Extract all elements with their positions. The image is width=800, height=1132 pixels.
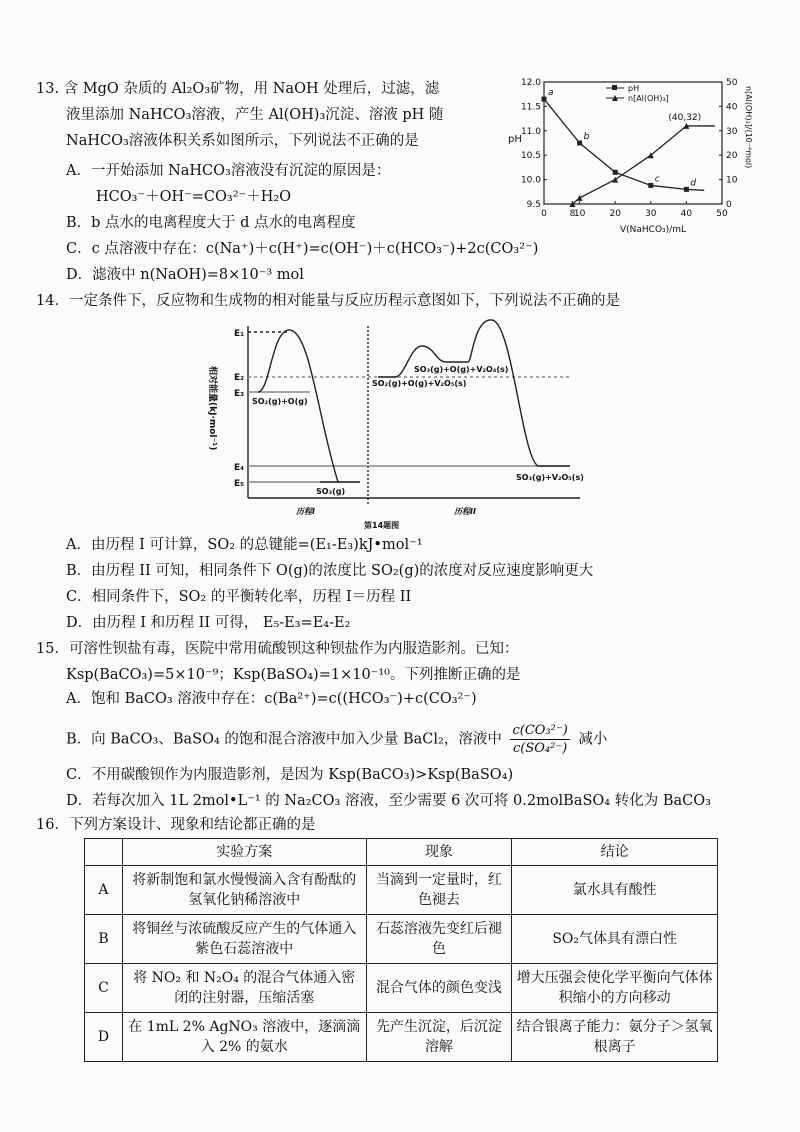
row-label: C: [85, 964, 123, 1013]
row-label: D: [85, 1013, 123, 1062]
row-label: A: [85, 866, 123, 915]
q14-e3-label: E₃: [234, 389, 245, 399]
row-label: B: [85, 915, 123, 964]
x-tick-label: 30: [645, 209, 657, 219]
q16-header-plan: 实验方案: [122, 839, 366, 866]
q15-stem-line1: 15．可溶性钡盐有毒，医院中常用硫酸钡这种钡盐作为内服造影剂。已知：: [36, 641, 519, 657]
legend-ph-label: pH: [628, 84, 640, 93]
q13-option-b: B．b 点水的电离程度大于 d 点水的电离程度: [66, 215, 356, 231]
x-tick-label: 20: [609, 209, 621, 219]
q14-y-label: 相对能量(kJ·mol⁻¹): [207, 366, 217, 451]
ph-point-label: b: [583, 132, 590, 142]
q13-option-a-equation: HCO₃⁻＋OH⁻=CO₃²⁻＋H₂O: [96, 189, 292, 205]
q15-option-c: C．不用碳酸钡作为内服造影剂，是因为 Ksp(BaCO₃)>Ksp(BaSO₄): [66, 767, 514, 783]
ph-point: [648, 183, 653, 188]
q14-option-a: A．由历程 I 可计算，SO₂ 的总键能=(E₁-E₃)kJ•mol⁻¹: [66, 537, 423, 553]
q14-left-end-species: SO₃(g): [316, 487, 346, 496]
ph-point-label: a: [548, 88, 554, 99]
table-row: [85, 1013, 718, 1062]
y-left-tick-label: 10.0: [520, 175, 541, 186]
q14-stem: 14．一定条件下，反应物和生成物的相对能量与反应历程示意图如下，下列说法不正确的是: [36, 293, 620, 309]
q15-fraction: [510, 722, 569, 757]
ph-point: [542, 97, 547, 102]
q16-header-conclusion: 结论: [512, 839, 718, 866]
row-conclusion: 结合银离子能力：氨分子＞氢氧根离子: [512, 1013, 718, 1062]
x-axis-title: V(NaHCO₃)/mL: [620, 225, 686, 235]
q14-left-start-species: SO₂(g)+O(g): [252, 397, 308, 406]
q14-option-c: C．相同条件下，SO₂ 的平衡转化率，历程 I＝历程 II: [66, 589, 412, 605]
row-phenomenon: 先产生沉淀，后沉淀溶解: [366, 1013, 512, 1062]
row-phenomenon: 石蕊溶液先变红后褪色: [366, 915, 512, 964]
row-plan: 将新制饱和氯水慢慢滴入含有酚酞的氢氧化钠稀溶液中: [122, 866, 366, 915]
y-left-tick-label: 12.0: [520, 78, 541, 88]
y-left-tick-label: 11.5: [520, 102, 541, 113]
q15-stem-line2: Ksp(BaCO₃)=5×10⁻⁹；Ksp(BaSO₄)=1×10⁻¹⁰。下列推断正确的是: [66, 667, 521, 683]
table-row: [85, 915, 718, 964]
q14-caption: 第14题图: [364, 521, 400, 530]
q13-stem-line2: 液里添加 NaHCO₃溶液，产生 Al(OH)₃沉淀、溶液 pH 随: [66, 107, 444, 123]
chart-annotation: (40,32): [668, 112, 702, 123]
y-right-tick-label: 20: [726, 151, 738, 162]
q13-chart: [492, 72, 782, 242]
x-tick-label: 10: [573, 209, 586, 219]
row-plan: 在 1mL 2% AgNO₃ 溶液中，逐滴滴入 2% 的氨水: [122, 1013, 366, 1062]
x-tick-label: 50: [716, 209, 728, 219]
q16-header-blank: [85, 839, 123, 866]
y-right-tick-label: 40: [726, 102, 738, 113]
q14-right-end-species: SO₃(g)+V₂O₅(s): [516, 473, 584, 482]
x-tick-label: 8: [569, 209, 576, 219]
row-conclusion: SO₂气体具有漂白性: [512, 915, 718, 964]
legend-ph-marker: [612, 85, 617, 90]
y-left-tick-label: 11.0: [520, 126, 541, 137]
row-plan: 将 NO₂ 和 N₂O₄ 的混合气体通入密闭的注射器，压缩活塞: [122, 964, 366, 1013]
q16-table: [84, 838, 718, 1062]
q13-option-c: C．c 点溶液中存在：c(Na⁺)＋c(H⁺)=c(OH⁻)＋c(HCO₃⁻)+2c(CO₃²⁻): [66, 241, 539, 257]
q15-fraction-numerator: c(CO₃²⁻): [512, 723, 568, 738]
y-right-axis-title: n[Al(OH)₃]/(10⁻⁴mol): [744, 86, 753, 169]
x-tick-label: 40: [680, 209, 693, 219]
q14-energy-diagram: [200, 318, 600, 536]
q14-e5-label: E₅: [234, 479, 245, 489]
q14-e4-label: E₄: [234, 463, 245, 473]
q13-stem-line3: NaHCO₃溶液体积关系如图所示，下列说法不正确的是: [66, 133, 419, 149]
ph-point: [684, 187, 689, 192]
q15-option-b-text: B．向 BaCO₃、BaSO₄ 的饱和混合溶液中加入少量 BaCl₂，溶液中: [66, 731, 502, 748]
q15-option-b: [66, 722, 607, 757]
q14-option-d: D．由历程 I 和历程 II 可得， E₅-E₃=E₄-E₂: [66, 615, 351, 631]
y-left-tick-label: 9.5: [526, 200, 541, 210]
y-left-tick-label: 10.5: [520, 151, 541, 162]
y-left-axis-title: pH: [508, 134, 522, 145]
q14-path1-label: 历程I: [296, 507, 315, 516]
row-plan: 将铜丝与浓硫酸反应产生的气体通入紫色石蕊溶液中: [122, 915, 366, 964]
q14-path2-curve: [378, 320, 570, 466]
q16-stem: 16．下列方案设计、现象和结论都正确的是: [36, 817, 316, 833]
y-right-tick-label: 50: [726, 78, 738, 88]
q15-option-b-end: 减小: [578, 731, 608, 748]
legend-al-label: n[Al(OH)₃]: [628, 94, 669, 103]
y-right-tick-label: 10: [726, 175, 738, 186]
ph-point-label: c: [654, 174, 660, 185]
q13-option-a: A．一开始添加 NaHCO₃溶液没有沉淀的原因是：: [66, 163, 391, 179]
q16-header-row: [85, 839, 718, 866]
ph-point: [613, 170, 618, 175]
y-right-tick-label: 30: [726, 126, 738, 137]
aloh3-series-line: [572, 126, 714, 204]
row-conclusion: 增大压强会使化学平衡向气体体积缩小的方向移动: [512, 964, 718, 1013]
row-conclusion: 氯水具有酸性: [512, 866, 718, 915]
q14-option-b: B．由历程 II 可知，相同条件下 O(g)的浓度比 SO₂(g)的浓度对反应速度影响更大: [66, 563, 594, 579]
ph-point-label: d: [690, 178, 697, 189]
q15-option-d: D．若每次加入 1L 2mol•L⁻¹ 的 Na₂CO₃ 溶液，至少需要 6 次可将 0.2molBaSO₄ 转化为 BaCO₃: [66, 793, 711, 809]
q16-header-phenomenon: 现象: [366, 839, 512, 866]
q14-right-mid-species: SO₃(g)+O(g)+V₂O₄(s): [414, 365, 509, 374]
table-row: [85, 964, 718, 1013]
q14-e2-label: E₂: [234, 373, 245, 383]
y-right-tick-label: 0: [726, 200, 732, 210]
row-phenomenon: 当滴到一定量时，红色褪去: [366, 866, 512, 915]
row-phenomenon: 混合气体的颜色变浅: [366, 964, 512, 1013]
ph-point: [577, 141, 582, 146]
q15-fraction-denominator: c(SO₄²⁻): [512, 741, 568, 756]
q14-path2-label: 历程II: [454, 507, 476, 516]
aloh3-point: [577, 195, 583, 201]
table-row: [85, 866, 718, 915]
q14-right-start-species: SO₂(g)+O(g)+V₂O₅(s): [372, 379, 467, 388]
q15-option-a: A．饱和 BaCO₃ 溶液中存在：c(Ba²⁺)=c((HCO₃⁻)+c(CO₃²⁻): [66, 691, 477, 707]
q13-option-d: D．滤液中 n(NaOH)=8×10⁻³ mol: [66, 267, 304, 283]
q13-stem-line1: 13. 含 MgO 杂质的 Al₂O₃矿物，用 NaOH 处理后，过滤，滤: [36, 81, 440, 97]
q14-e1-label: E₁: [234, 329, 245, 339]
x-tick-label: 0: [541, 209, 547, 219]
